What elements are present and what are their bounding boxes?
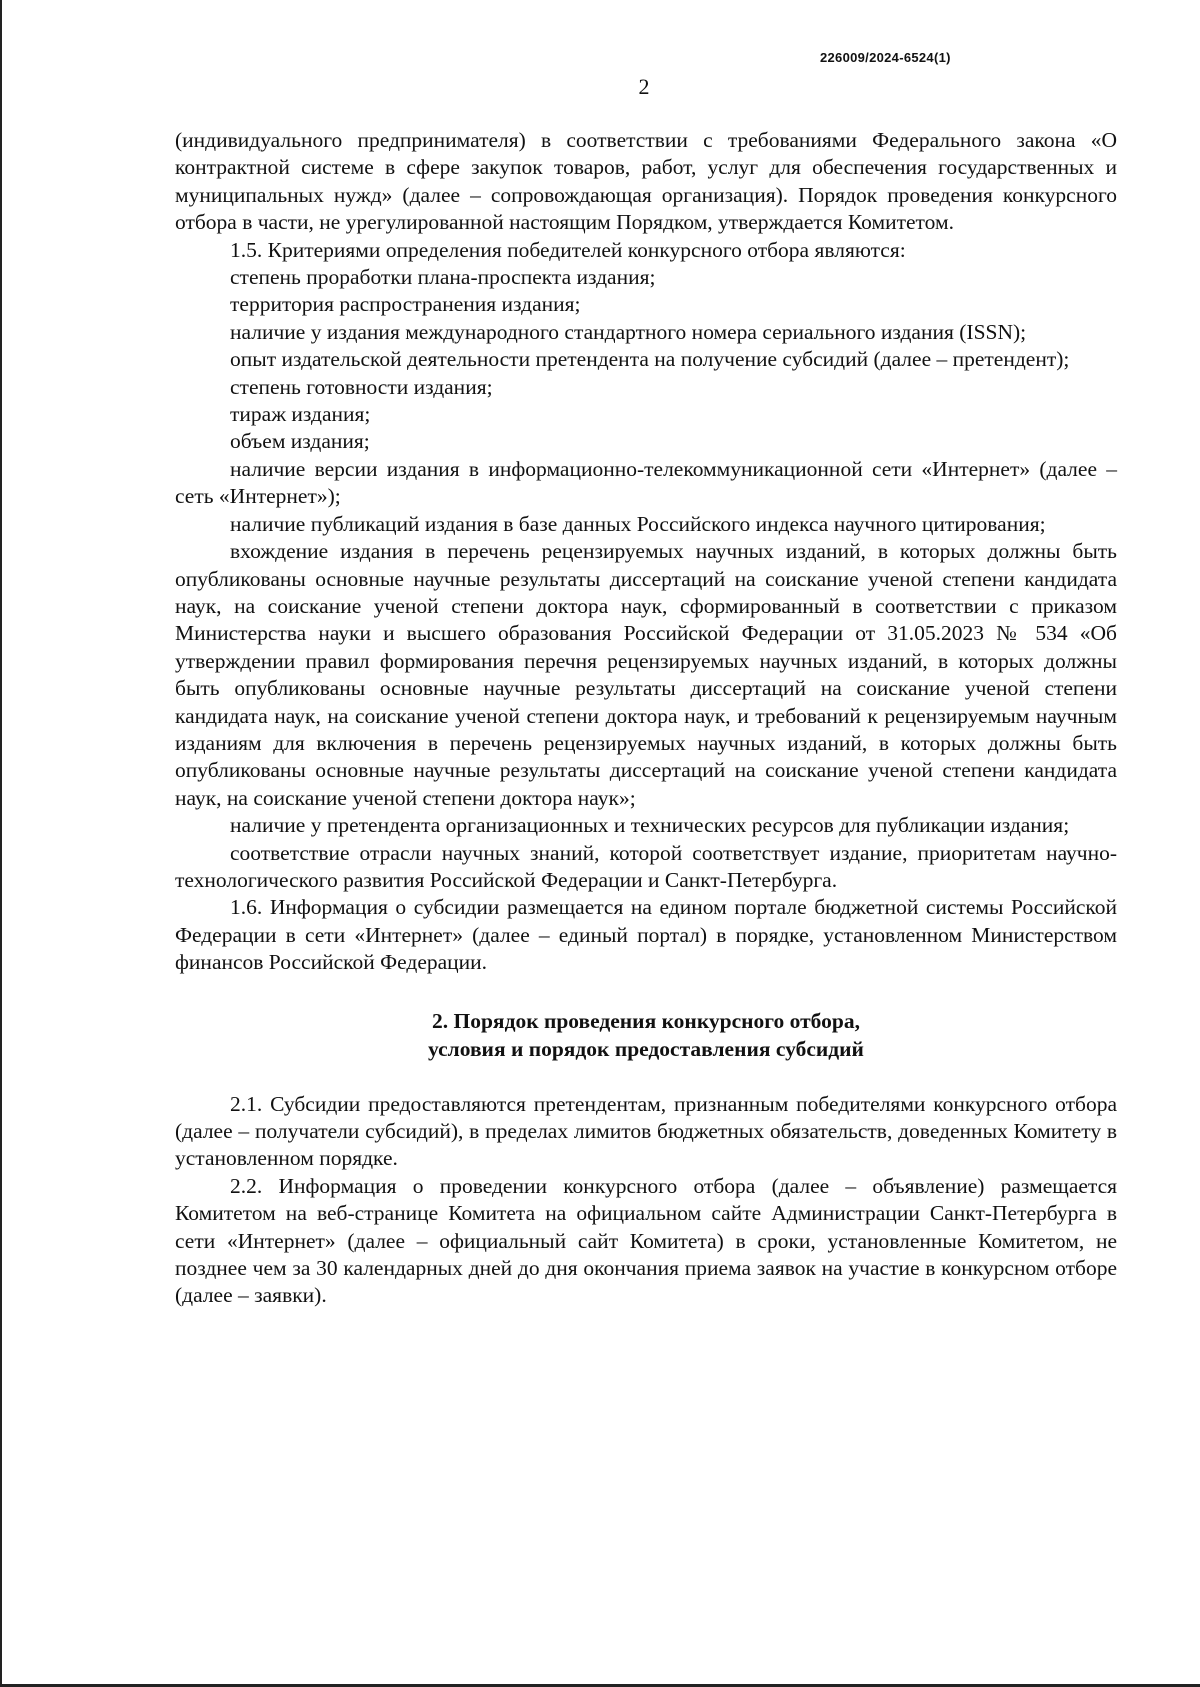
section-heading xyxy=(175,1007,1117,1063)
paragraph: опыт издательской деятельности претендента на получение субсидий (далее – претендент); xyxy=(230,347,1070,372)
paragraph: степень проработки плана-проспекта издания; xyxy=(230,265,656,290)
paragraph: (индивидуального предпринимателя) в соответствии с требованиями Федерального закона «О контрактной системе в сфере закупок товаров, работ, услуг для обеспечения государственных и муниципальных нужд» (далее – сопровождающая организация). Порядок проведения конкурсного отбора в части, не урегулированной настоящим Порядком, утверждается Комитетом. xyxy=(175,128,1117,235)
paragraph: 2.2. Информация о проведении конкурсного отбора (далее – объявление) размещается Комитетом на веб-странице Комитета на официальном сайте Администрации Санкт-Петербурга в сети «Интернет» (далее – официальный сайт Комитета) в сроки, установленные Комитетом, не позднее чем за 30 календарных дней до дня окончания приема заявок на участие в конкурсном отборе (далее – заявки). xyxy=(175,1173,1117,1308)
paragraph: 1.5. Критериями определения победителей конкурсного отбора являются: xyxy=(230,237,906,262)
paragraph: тираж издания; xyxy=(230,402,371,427)
paragraph: наличие публикаций издания в базе данных Российского индекса научного цитирования; xyxy=(230,511,1046,536)
paragraph: степень готовности издания; xyxy=(230,374,493,399)
paragraph: 1.6. Информация о субсидии размещается на едином портале бюджетной системы Российской Федерации в сети «Интернет» (далее – единый портал) в порядке, установленном Министерством финансов Российской Федерации. xyxy=(175,895,1117,975)
page-number: 2 xyxy=(638,74,650,99)
paragraph: соответствие отрасли научных знаний, которой соответствует издание, приоритетам научно-технологического развития Российской Федерации и Санкт-Петербурга. xyxy=(175,840,1117,892)
paragraph: территория распространения издания; xyxy=(230,292,581,317)
paragraphs-before-heading xyxy=(175,127,1117,977)
paragraphs-after-heading xyxy=(175,1091,1117,1310)
document-body xyxy=(175,127,1117,1310)
paragraph: наличие версии издания в информационно-телекоммуникационной сети «Интернет» (далее – сеть «Интернет»); xyxy=(175,456,1117,509)
paragraph: объем издания; xyxy=(230,429,370,454)
paragraph: наличие у претендента организационных и технических ресурсов для публикации издания; xyxy=(230,813,1070,838)
section-heading-line-2: условия и порядок предоставления субсидий xyxy=(428,1036,864,1061)
document-registration-number: 226009/2024-6524(1) xyxy=(820,50,951,65)
paragraph: вхождение издания в перечень рецензируемых научных изданий, в которых должны быть опубликованы основные научные результаты диссертаций на соискание ученой степени кандидата наук, на соискание ученой степени доктора наук, сформированный в соответствии с приказом Министерства науки и высшего образования Российской Федерации от 31.05.2023 № 534 «Об утверждении правил формирования перечня рецензируемых научных изданий, в которых должны быть опубликованы основные научные результаты диссертаций на соискание ученой степени кандидата наук, на соискание ученой степени доктора наук, и требований к рецензируемым научным изданиям для включения в перечень рецензируемых научных изданий, в которых должны быть опубликованы основные научные результаты диссертаций на соискание ученой степени кандидата наук, на соискание ученой степени доктора наук»; xyxy=(175,539,1117,810)
scan-edge-left xyxy=(0,0,2,1687)
paragraph: 2.1. Субсидии предоставляются претендентам, признанным победителями конкурсного отбора (далее – получатели субсидий), в пределах лимитов бюджетных обязательств, доведенных Комитету в установленном порядке. xyxy=(175,1091,1117,1171)
paragraph: наличие у издания международного стандартного номера сериального издания (ISSN); xyxy=(230,319,1027,344)
section-heading-line-1: 2. Порядок проведения конкурсного отбора, xyxy=(432,1008,860,1033)
